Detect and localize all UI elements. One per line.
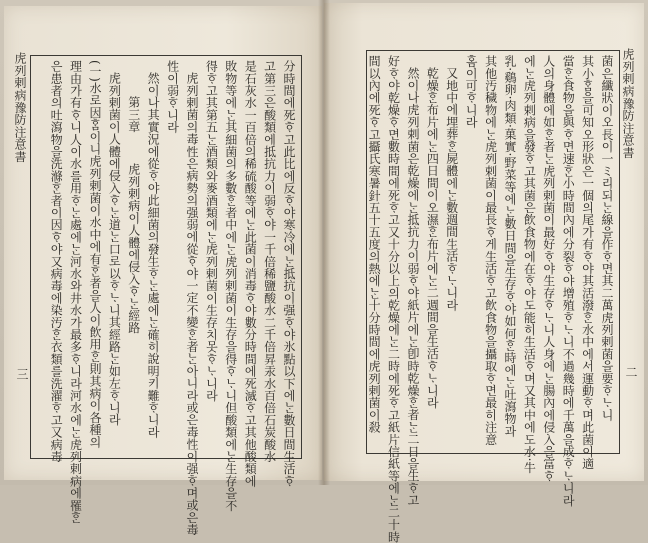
text-column: 又地中에埋葬ᄒᆞᆫ屍體에ᄂᆞᆫ數週間生活ᄒᆞᄂᆞ니라: [444, 67, 459, 311]
text-column: 고第三은酸類에抵抗力이弱ᄒᆞ야一千倍稀鹽酸水二千倍昇汞水百倍石炭酸水: [262, 60, 277, 463]
text-column: 好ᄒᆞ야乾燥ᄒᆞ면數時間에死ᄒᆞ고又十分以上의乾燥에ᄂᆞᆫ二時에死ᄒᆞ고紙片信紙等에ᄂᆞᆫ二十時: [386, 55, 401, 543]
chapter-heading: [123, 60, 142, 454]
text-column: 乾燥ᄒᆞᆫ布片에ᄂᆞᆫ四日間이오濕ᄒᆞᆫ布片에ᄂᆞᆫ二週間을生活ᄒᆞᄂᆞ니라: [425, 67, 440, 409]
book-spine: [318, 0, 330, 485]
text-column: 得ᄒᆞ고其第五ᄂᆞᆫ酒類와麥酒類에ᄂᆞᆫ虎列剌菌이生存치못ᄒᆞᄂᆞ니라: [204, 60, 219, 402]
text-column: 人의身體에如ᄒᆞᆫ者ᄂᆞᆫ虎列剌菌이最好ᄒᆞ야生存ᄒᆞᄂᆞ니人身에ᄂᆞᆫ腸內에侵入을富ᄒᆞ: [541, 55, 556, 482]
text-column: 홈이可ᄒᆞ니라: [464, 55, 479, 129]
chapter-title: 虎列剌病이人體에侵入ᄒᆞᄂᆞᆫ經路: [126, 162, 141, 334]
right-text-frame: [366, 50, 620, 543]
left-margin-title: 虎列剌病豫防注意書: [13, 52, 27, 163]
text-column: 菌은纖狀이오長이一ミ리되ᄂᆞᆫ線을作ᄒᆞ면其二萬虎列剌菌을要ᄒᆞᄂᆞ니: [600, 55, 614, 421]
text-column: 當ᄒᆞᆫ食物을與ᄒᆞ면速ᄒᆞᆫ小時間內에分裂ᄒᆞ야增殖ᄒᆞᄂᆞ니不過幾時에千萬을成ᄒᆞᄂᆞ니라: [561, 55, 576, 507]
text-column: (一)水로因ᄒᆞᆷ이니虎列剌菌이水中에有ᄒᆞᆫ者을人이飲用ᄒᆞᆫ則其病이各種의: [87, 60, 102, 448]
left-page-number: 三: [15, 368, 29, 381]
text-column: 은患者의吐瀉物을洗滌ᄒᆞᆫ者이因ᄒᆞ야又病毒에染汚ᄒᆞᆫ衣類를洗濯ᄒᆞ고又病毒: [49, 60, 64, 463]
text-column: 理由가有ᄒᆞ니人이水를用ᄒᆞᄂᆞᆫ處에ᄂᆞᆫ河水와井水가最多ᄒᆞ니라河水에ᄂᆞᆫ虎列剌病에罹ᄒᆞᆫ: [68, 60, 83, 524]
text-column: 乳·鷄卵·肉類·菓實·野菜等에ᄂᆞᆫ數日間을生存ᄒᆞ야如何ᄒᆞᆫ時에ᄂᆞᆫ吐瀉物과: [502, 55, 517, 438]
right-text-columns: [367, 55, 616, 543]
text-column: 其他汚穢物에ᄂᆞᆫ虎列剌菌이最長ᄒᆞ게生活ᄒᆞ고飲食物을攝取ᄒᆞ면最히注意: [483, 55, 498, 446]
chapter-number: 第三章: [126, 96, 141, 133]
text-column: 是石灰水一百倍의稀硫酸等에ᄂᆞᆫ此菌이消毒ᄒᆞ야數分時間에死滅ᄒᆞ고其他酸類에: [243, 60, 258, 487]
left-text-frame: [30, 55, 302, 536]
text-column: 間以內에死ᄒᆞ고攝氏寒暑針五十五度의熱에ᄂᆞᆫ十分時間에虎列剌菌이殺: [367, 55, 382, 434]
text-column: 虎列剌菌이人體에侵入ᄒᆞᄂᆞᆫ道ᄂᆞᆫ口로以ᄒᆞᄂᆞ니其經路ᄂᆞᆫ如左ᄒᆞ니라: [107, 72, 122, 426]
text-column: 虎列剌菌의毒性은病勢의强弱에從ᄒᆞ야一定不變ᄒᆞᆫ者ᄂᆞᆫ아니라或은毒性이强ᄒᆞ며或은毒: [184, 72, 199, 536]
left-text-columns: [34, 60, 298, 536]
text-column: 敗物等에ᄂᆞᆫ其細菌의多數ᄒᆞᆫ者中에ᄂᆞᆫ虎列剌菌이生存을得ᄒᆞᄂᆞ니但酸類에ᄂᆞᆫ生存을不: [223, 60, 238, 512]
right-margin-title: 虎列剌病豫防注意書: [621, 48, 635, 159]
text-column: 分時間에死ᄒᆞ고此比에反ᄒᆞ야寒冷에ᄂᆞᆫ抵抗이强ᄒᆞ야氷點以下에ᄂᆞᆫ數日間生活ᄒᆞ: [282, 60, 296, 487]
right-page-number: 二: [624, 366, 638, 379]
text-column: 에ᄂᆞᆫ虎列剌病을發ᄒᆞ고其菌은飲食物에在ᄒᆞ야도能히生活ᄒᆞ며又其中에도水·牛: [522, 55, 537, 474]
text-column: 然이나虎列剌菌은乾燥에ᄂᆞᆫ抵抗力이弱ᄒᆞ야紙片에ᄂᆞᆫ卽時乾燥ᄒᆞᆫ者ᄂᆞᆫ二日을生ᄒᆞ고: [405, 67, 420, 507]
text-column: 然이나其實況에從ᄒᆞ야此細菌의發生ᄒᆞᄂᆞᆫ處에ᄂᆞᆫ確히說明키難ᄒᆞ니라: [146, 72, 161, 438]
text-column: 其小ᄒᆞᆷ을可知오形狀은一個의尾가有ᄒᆞ야其活潑ᄒᆞᆫ水中에서運動ᄒᆞ며此菌이適: [580, 55, 595, 470]
text-column: 性이弱ᄒᆞ니라: [165, 60, 180, 134]
